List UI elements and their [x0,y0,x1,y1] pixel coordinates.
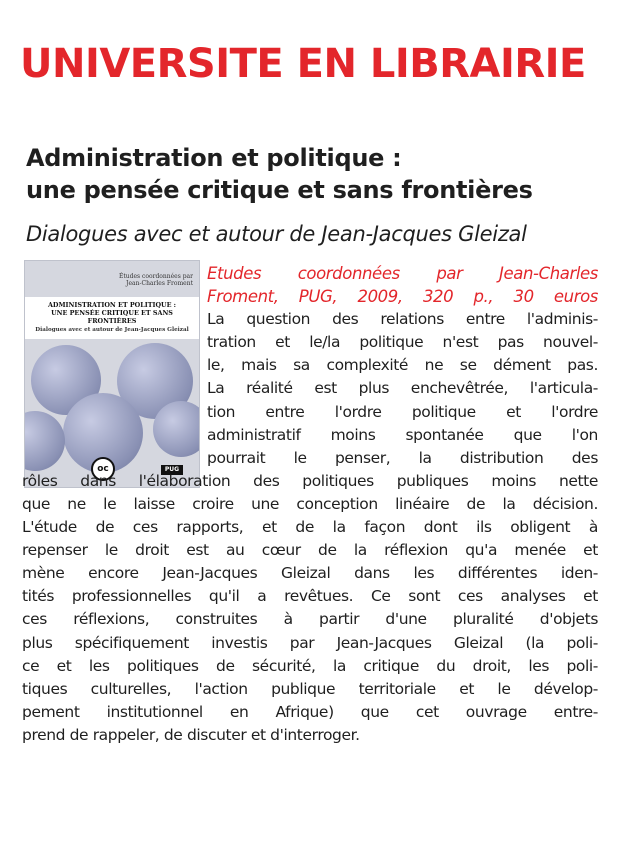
article-body [22,262,598,747]
body-line: plus spécifiquement investis par Jean-Jacques Gleizal (la poli- [22,633,598,652]
body-line: prend de rappeler, de discuter et d'interroger. [22,725,360,744]
body-line: La question des relations entre l'adminis- [207,310,598,329]
book-reference-line: Froment, PUG, 2009, 320 p., 30 euros [207,287,598,307]
body-line: mène encore Jean-Jacques Gleizal dans les différentes iden- [22,564,598,583]
body-line: le, mais sa complexité ne se dément pas. [207,356,598,375]
cover-title-line: ADMINISTRATION ET POLITIQUE : [47,301,177,309]
body-line: L'étude de ces rapports, et de la façon dont ils obligent à [22,518,598,537]
body-line: tiques culturelles, l'action publique territoriale et le dévelop- [22,679,598,698]
body-line: La réalité est plus enchevêtrée, l'articula- [207,379,598,398]
article-title-line: Administration et politique : [26,144,402,172]
body-line: tion entre l'ordre politique et l'ordre [207,402,598,421]
book-reference-line: Etudes coordonnées par Jean-Charles [207,264,598,283]
body-line: tités professionnelles qu'il a revêtues. Ce sont ces analyses et [22,587,598,606]
body-line: ce et les politiques de sécurité, la critique du droit, les poli- [22,656,598,675]
cover-subtitle: Dialogues avec et autour de Jean-Jacques Gleizal [35,327,189,333]
pug-logo-icon: PUG [161,465,183,475]
cover-editor-line: Jean-Charles Froment [126,280,193,287]
cover-editor-line: Études coordonnées par [118,273,193,280]
article-subtitle: Dialogues avec et autour de Jean-Jacques Gleizal [26,222,527,246]
publisher-logo-icon: oc [91,457,115,481]
body-line: rôles dans l'élaboration des politiques publiques moins nette [22,471,598,490]
article-title-line: une pensée critique et sans frontières [26,176,533,204]
article-title [26,142,606,206]
cover-title-line: UNE PENSÉE CRITIQUE ET SANS FRONTIÈRES [51,309,173,325]
body-line: pourrait le penser, la distribution des [207,448,598,467]
body-line: administratif moins spontanée que l'on [207,425,598,444]
body-line: que ne le laisse croire une conception linéaire de la décision. [22,494,598,513]
body-line: repenser le droit est au cœur de la réflexion qu'a menée et [22,541,598,560]
body-line: tration et le/la politique n'est pas nouvel- [207,333,598,352]
section-rubric: UNIVERSITE EN LIBRAIRIE [20,41,586,87]
body-line: pement institutionnel en Afrique) que cet ouvrage entre- [22,702,598,721]
body-line: ces réflexions, construites à partir d'une pluralité d'objets [22,610,598,629]
